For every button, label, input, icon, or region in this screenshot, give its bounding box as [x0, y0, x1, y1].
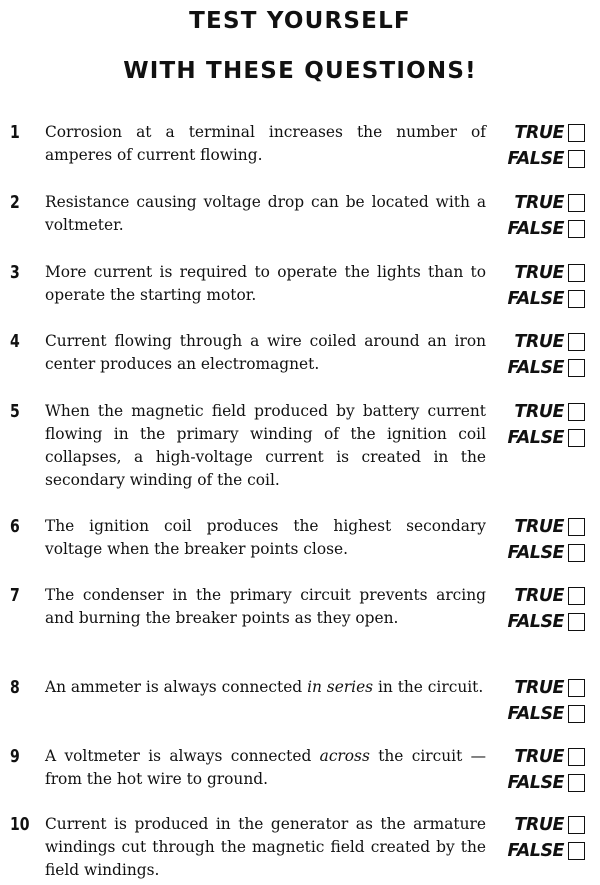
false-label: FALSE	[507, 148, 564, 169]
question-number: 1	[10, 122, 20, 143]
false-label: FALSE	[507, 772, 564, 793]
false-label: FALSE	[507, 611, 564, 632]
question-text: The ignition coil produces the highest secondary voltage when the breaker points close.	[45, 517, 486, 558]
true-checkbox[interactable]	[568, 518, 585, 536]
true-option	[506, 121, 594, 144]
question-text: Current is produced in the generator as the armature windings cut through the magnetic field created by the field windings.	[45, 815, 486, 879]
true-label: TRUE	[514, 814, 564, 835]
true-label: TRUE	[514, 331, 564, 352]
true-label: TRUE	[514, 262, 564, 283]
true-option	[506, 330, 594, 353]
false-checkbox[interactable]	[568, 150, 585, 168]
question-text-emphasis: in series	[307, 678, 374, 696]
true-option	[506, 745, 594, 768]
question-text: Current flowing through a wire coiled around an iron center produces an electromagnet.	[45, 332, 486, 373]
false-checkbox[interactable]	[568, 220, 585, 238]
question-number: 10	[10, 814, 30, 835]
question-text: The condenser in the primary circuit prevents arcing and burning the breaker points as they open.	[45, 586, 486, 627]
false-checkbox[interactable]	[568, 359, 585, 377]
true-option	[506, 400, 594, 423]
page-subtitle: WITH THESE QUESTIONS!	[123, 58, 477, 84]
false-option	[506, 147, 594, 170]
false-option	[506, 541, 594, 564]
false-label: FALSE	[507, 218, 564, 239]
false-option	[506, 771, 594, 794]
false-label: FALSE	[507, 542, 564, 563]
true-checkbox[interactable]	[568, 264, 585, 282]
question-number: 6	[10, 516, 20, 537]
question-text: Resistance causing voltage drop can be located with a voltmeter.	[45, 193, 486, 234]
question-text-after: in the circuit.	[373, 678, 484, 696]
question-text: Corrosion at a terminal increases the number of amperes of current flowing.	[45, 123, 486, 164]
false-option	[506, 839, 594, 862]
true-option	[506, 584, 594, 607]
false-option	[506, 426, 594, 449]
false-checkbox[interactable]	[568, 429, 585, 447]
false-option	[506, 702, 594, 725]
false-checkbox[interactable]	[568, 544, 585, 562]
question-text-before: A voltmeter is always connected	[45, 747, 320, 765]
question-text-emphasis: across	[319, 747, 370, 765]
false-label: FALSE	[507, 840, 564, 861]
page-title: TEST YOURSELF	[189, 8, 411, 34]
false-checkbox[interactable]	[568, 290, 585, 308]
true-checkbox[interactable]	[568, 403, 585, 421]
false-label: FALSE	[507, 427, 564, 448]
question-number: 4	[10, 331, 20, 352]
false-option	[506, 610, 594, 633]
true-option	[506, 676, 594, 699]
question-text: When the magnetic field produced by battery current flowing in the primary winding of the ignition coil collapses, a high-voltage current is created in the secondary winding of the coil.	[45, 402, 486, 489]
question-text	[45, 745, 486, 791]
true-label: TRUE	[514, 401, 564, 422]
question-number: 8	[10, 677, 20, 698]
true-checkbox[interactable]	[568, 124, 585, 142]
false-checkbox[interactable]	[568, 842, 585, 860]
true-option	[506, 261, 594, 284]
true-option	[506, 515, 594, 538]
question-number: 5	[10, 401, 20, 422]
true-label: TRUE	[514, 585, 564, 606]
true-option	[506, 813, 594, 836]
true-label: TRUE	[514, 677, 564, 698]
false-option	[506, 356, 594, 379]
false-checkbox[interactable]	[568, 774, 585, 792]
question-number: 3	[10, 262, 20, 283]
question-text-after: the circuit —from the hot wire to ground.	[45, 747, 486, 788]
question-text-before: An ammeter is always connected	[45, 678, 308, 696]
question-number: 7	[10, 585, 20, 606]
question-number: 2	[10, 192, 20, 213]
true-option	[506, 191, 594, 214]
false-option	[506, 287, 594, 310]
true-checkbox[interactable]	[568, 333, 585, 351]
false-label: FALSE	[507, 288, 564, 309]
false-option	[506, 217, 594, 240]
false-checkbox[interactable]	[568, 705, 585, 723]
true-label: TRUE	[514, 192, 564, 213]
false-label: FALSE	[507, 357, 564, 378]
question-number: 9	[10, 746, 20, 767]
question-text	[45, 676, 486, 699]
true-label: TRUE	[514, 746, 564, 767]
question-text: More current is required to operate the lights than to operate the starting motor.	[45, 263, 486, 304]
true-checkbox[interactable]	[568, 679, 585, 697]
true-checkbox[interactable]	[568, 587, 585, 605]
true-label: TRUE	[514, 122, 564, 143]
true-checkbox[interactable]	[568, 748, 585, 766]
false-label: FALSE	[507, 703, 564, 724]
true-checkbox[interactable]	[568, 194, 585, 212]
false-checkbox[interactable]	[568, 613, 585, 631]
true-label: TRUE	[514, 516, 564, 537]
true-checkbox[interactable]	[568, 816, 585, 834]
